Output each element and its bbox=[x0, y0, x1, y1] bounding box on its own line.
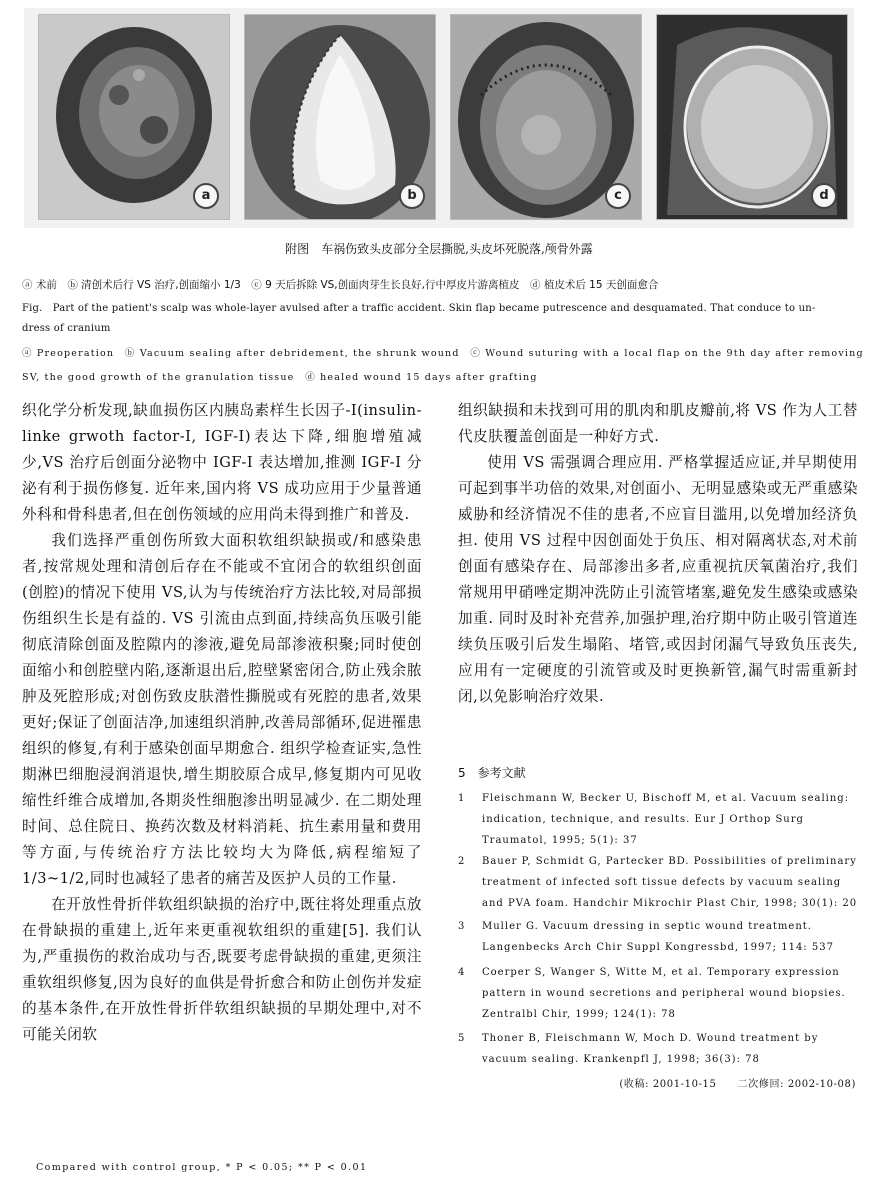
figure-legend-en-line2: SV, the good growth of the granulation tissue ⓓ healed wound 15 days after grafting bbox=[22, 372, 538, 383]
figure-panel-a bbox=[38, 14, 230, 220]
received-dates: (收稿: 2001-10-15 二次修回: 2002-10-08) bbox=[619, 1079, 856, 1090]
right-paragraph-1: 组织缺损和未找到可用的肌肉和肌皮瓣前,将 VS 作为人工替代皮肤覆盖创面是一种好方式. bbox=[458, 402, 858, 445]
reference-text: Bauer P, Schmidt G, Partecker BD. Possibilities of preliminary treatment of infected soft tissue defects by vacuum sealing and PVA foam. Handchir Mikrochir Plast Chir, 1998; 30(1): 20 bbox=[482, 856, 858, 909]
figure-caption-en-line2: dress of cranium bbox=[22, 323, 111, 334]
body-right-column bbox=[458, 398, 858, 710]
left-paragraph-1: 织化学分析发现,缺血损伤区内胰岛素样生长因子-I(insulin-linke grwoth factor-I, IGF-I)表达下降,细胞增殖减少,VS 治疗后创面分泌物中 IGF-I 表达增加,推测 IGF-I 分泌有利于损伤修复. 近年来,国内将 VS 成功应用于少量普通外科和骨科患者,但在创伤领域的应用尚未得到推广和普及. bbox=[22, 402, 422, 523]
figure-strip bbox=[24, 8, 854, 228]
panel-label-d: d bbox=[811, 183, 837, 209]
reference-item bbox=[458, 962, 858, 1025]
reference-text: Thoner B, Fleischmann W, Moch D. Wound treatment by vacuum sealing. Krankenpfl J, 1998; 36(3): 78 bbox=[482, 1033, 819, 1065]
figure-panel-c bbox=[450, 14, 642, 220]
reference-item bbox=[458, 851, 858, 914]
right-paragraph-2: 使用 VS 需强调合理应用. 严格掌握适应证,并早期使用可起到事半功倍的效果,对创面小、无明显感染或无严重感染威胁和经济情况不佳的患者,不应盲目滥用,以免增加经济负担. 使用 VS 过程中因创面处于负压、相对隔离状态,对术前创面有感染存在、局部渗出多者,应重视抗厌氧菌治疗,我们常规用甲硝唑定期冲洗防止引流管堵塞,避免发生感染或感染加重. 同时及时补充营养,加强护理,治疗期中防止吸引管道连续负压吸引后发生塌陷、堵管,或因封闭漏气导致负压丧失,应用有一定硬度的引流管或及时更换新管,漏气时需重新封闭,以免影响治疗效果. bbox=[458, 454, 858, 705]
left-paragraph-3: 在开放性骨折伴软组织缺损的治疗中,既往将处理重点放在骨缺损的重建上,近年来更重视软组织的重建[5]. 我们认为,严重损伤的救治成功与否,既要考虑骨缺损的重建,更须注重软组织修复,因为良好的血供是骨折愈合和防止创伤并发症的基本条件,在开放性骨折伴软组织缺损的早期处理中,对不可能关闭软 bbox=[22, 896, 422, 1043]
figure-legend-zh: ⓐ 术前 ⓑ 清创术后行 VS 治疗,创面缩小 1/3 ⓒ 9 天后拆除 VS,创面肉芽生长良好,行中厚皮片游离植皮 ⓓ 植皮术后 15 天创面愈合 bbox=[22, 279, 659, 291]
reference-text: Muller G. Vacuum dressing in septic wound treatment. Langenbecks Arch Chir Suppl Kongressbd, 1997; 114: 537 bbox=[482, 921, 834, 953]
reference-item bbox=[458, 916, 858, 958]
reference-item bbox=[458, 1028, 858, 1070]
left-paragraph-2: 我们选择严重创伤所致大面积软组织缺损或/和感染患者,按常规处理和清创后存在不能或不宜闭合的软组织创面(创腔)的情况下使用 VS,认为与传统治疗方法比较,对局部损伤组织生长是有益的. VS 引流由点到面,持续高负压吸引能彻底清除创面及腔隙内的渗液,避免局部渗液积聚;同时使创面缩小和创腔壁内陷,逐渐退出后,腔壁紧密闭合,防止残余脓肿及死腔形成;对创伤致皮肤潜性撕脱或有死腔的患者,效果更好;保证了创面洁净,加速组织消肿,改善局部循环,促进罹患组织的修复,有利于感染创面早期愈合. 组织学检查证实,急性期淋巴细胞浸润消退快,增生期胶原合成早,修复期内可见收缩性纤维合成增加,各期炎性细胞渗出明显减少. 在二期处理时间、总住院日、换药次数及材料消耗、抗生素用量和费用等方面,与传统治疗方法比较均大为降低,病程缩短了 1/3~1/2,同时也减轻了患者的痛苦及医护人员的工作量. bbox=[22, 532, 422, 887]
reference-number: 2 bbox=[458, 856, 466, 867]
reference-number: 5 bbox=[458, 1033, 466, 1044]
panel-label-c: c bbox=[605, 183, 631, 209]
figure-panel-b bbox=[244, 14, 436, 220]
reference-number: 3 bbox=[458, 921, 466, 932]
footnote: Compared with control group, * P < 0.05; ** P < 0.01 bbox=[36, 1162, 368, 1173]
reference-number: 1 bbox=[458, 793, 466, 804]
figure-title: 附图 车祸伤致头皮部分全层撕脱,头皮坏死脱落,颅骨外露 bbox=[285, 242, 593, 256]
figure-legend-en-line1: ⓐ Preoperation ⓑ Vacuum sealing after debridement, the shrunk wound ⓒ Wound suturing with a local flap on the 9th day after removing bbox=[22, 348, 864, 359]
reference-text: Fleischmann W, Becker U, Bischoff M, et al. Vacuum sealing: indication, technique, and results. Eur J Orthop Surg Traumatol, 1995; 5(1): 37 bbox=[482, 793, 850, 846]
references-heading: 5 参考文献 bbox=[458, 766, 526, 780]
reference-number: 4 bbox=[458, 967, 466, 978]
figure-panel-d bbox=[656, 14, 848, 220]
reference-item bbox=[458, 788, 858, 851]
panel-label-b: b bbox=[399, 183, 425, 209]
reference-text: Coerper S, Wanger S, Witte M, et al. Temporary expression pattern in wound secretions and peripheral wound biopsies. Zentralbl Chir, 1999; 124(1): 78 bbox=[482, 967, 846, 1020]
figure-caption-en-line1: Fig. Part of the patient's scalp was whole-layer avulsed after a traffic accident. Skin flap became putrescence and desquamated. That conduce to un- bbox=[22, 303, 816, 314]
body-left-column bbox=[22, 398, 422, 1048]
panel-label-a: a bbox=[193, 183, 219, 209]
